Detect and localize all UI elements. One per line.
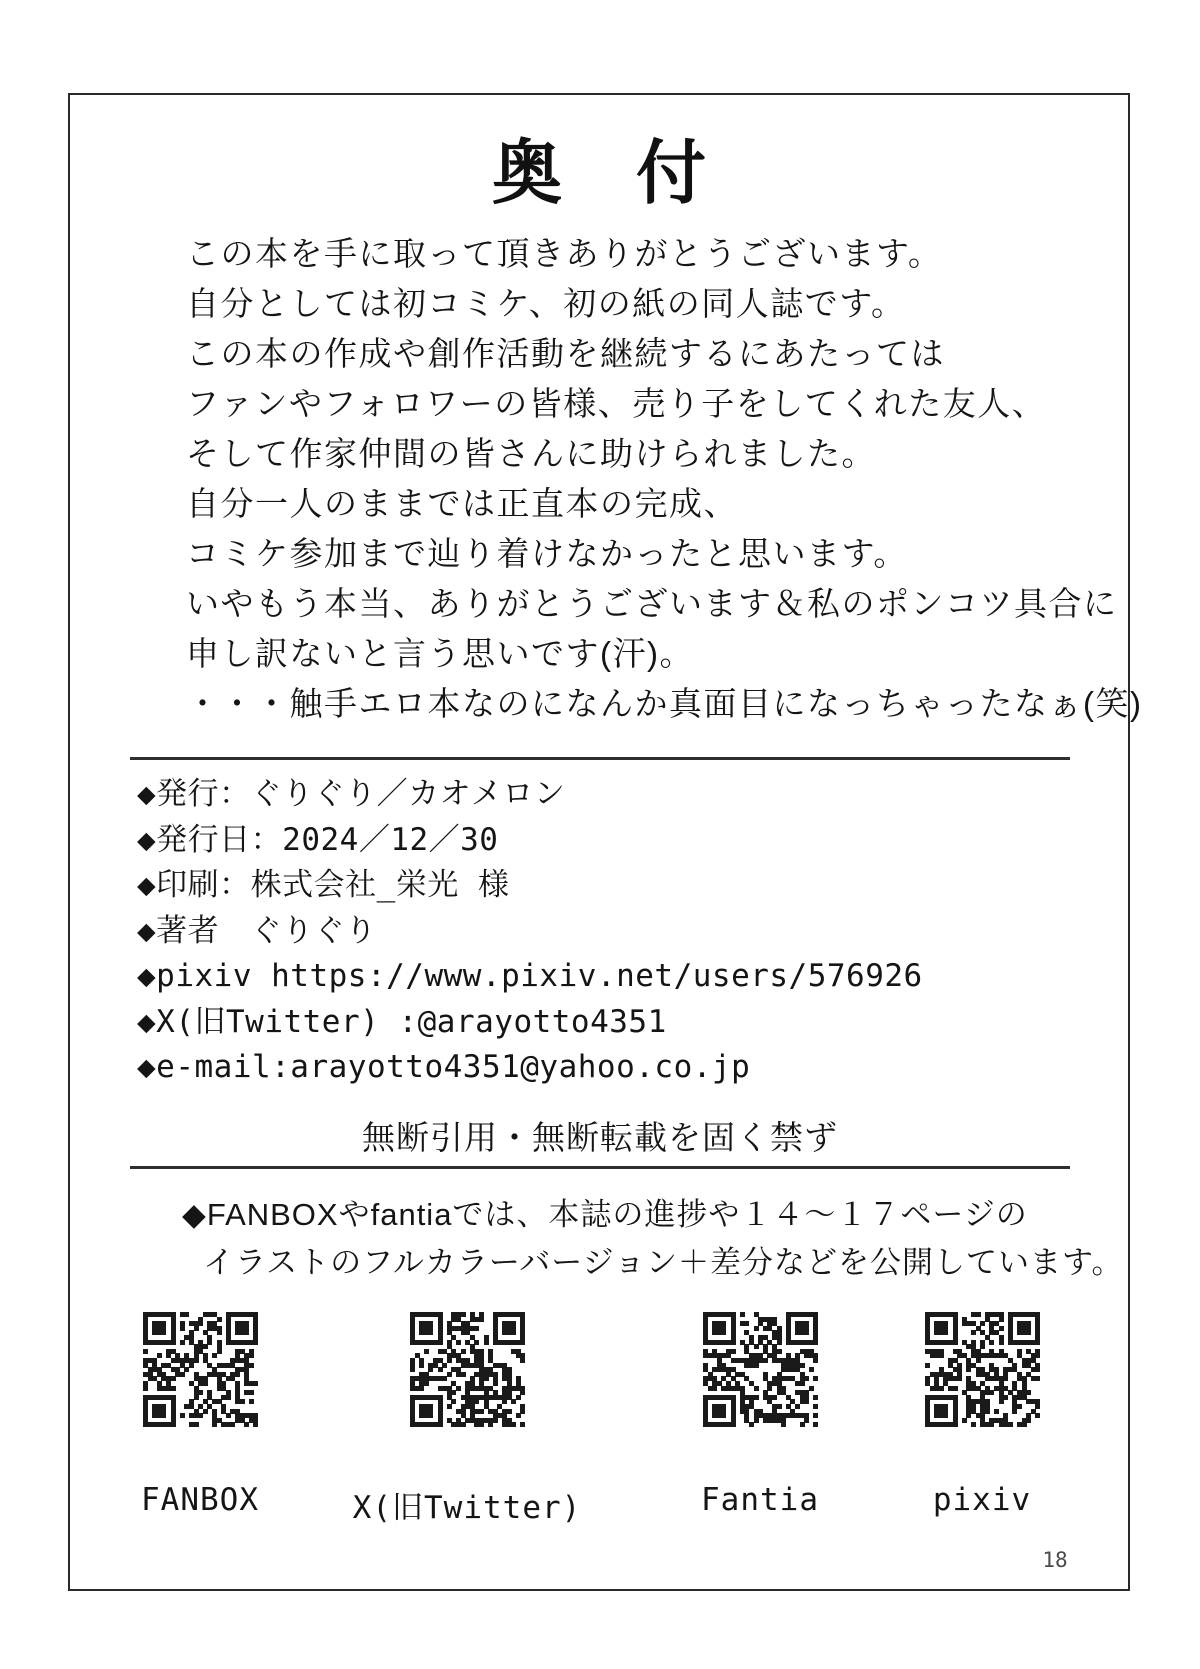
qr-label-x-twitter: X(旧Twitter)	[352, 1490, 582, 1526]
page-title: 奥 付	[492, 136, 708, 213]
colophon-list	[137, 772, 1077, 1091]
colophon-item-pixiv-url: ◆pixiv https://www.pixiv.net/users/576926	[137, 958, 923, 994]
thanks-line: 申し訳ないと言う思いです(汗)。	[186, 635, 694, 672]
qr-label-fantia: Fantia	[701, 1482, 819, 1518]
colophon-item-publish-date: ◆発行日：2024／12／30	[137, 821, 499, 858]
qr-label-pixiv: pixiv	[932, 1482, 1032, 1518]
section-divider-top	[130, 757, 1070, 760]
page-number: 18	[1042, 1548, 1068, 1572]
qr-label-fanbox: FANBOX	[141, 1482, 259, 1518]
thanks-line: ・・・触手エロ本なのになんか真面目になっちゃったなぁ(笑)	[186, 685, 1143, 722]
colophon-item-author: ◆著者 ぐりぐり	[137, 912, 377, 949]
promo-line: イラストのフルカラーバージョン＋差分などを公開しています。	[203, 1245, 1124, 1280]
promo-line: ◆FANBOXやfantiaでは、本誌の進捗や１４～１７ページの	[182, 1197, 1028, 1232]
qr-item-x-twitter	[327, 1312, 607, 1527]
thanks-line: この本を手に取って頂きありがとうございます。	[186, 235, 943, 272]
thanks-line: 自分一人のままでは正直本の完成、	[186, 485, 738, 522]
qr-code-fantia	[703, 1312, 818, 1427]
qr-code-pixiv	[925, 1312, 1040, 1427]
thanks-line: いやもう本当、ありがとうございます＆私のポンコツ具合に	[186, 585, 1118, 622]
thanks-line: コミケ参加まで辿り着けなかったと思います。	[186, 535, 908, 572]
colophon-item-x-twitter-handle: ◆X(旧Twitter) :@arayotto4351	[137, 1003, 667, 1040]
colophon-item-printer: ◆印刷：株式会社_栄光 様	[137, 867, 510, 903]
thanks-line: 自分としては初コミケ、初の紙の同人誌です。	[186, 285, 906, 322]
thanks-line: この本の作成や創作活動を継続するにあたっては	[186, 335, 945, 372]
colophon-item-email: ◆e-mail:arayotto4351@yahoo.co.jp	[137, 1049, 751, 1085]
qr-item-pixiv	[842, 1312, 1122, 1518]
qr-code-fanbox	[143, 1312, 258, 1427]
qr-code-x-twitter	[410, 1312, 525, 1427]
qr-item-fanbox	[60, 1312, 340, 1518]
section-divider-bottom	[130, 1166, 1070, 1169]
thanks-paragraph	[186, 229, 1143, 729]
colophon-item-publisher: ◆発行：ぐりぐり／カオメロン	[137, 776, 566, 812]
thanks-line: ファンやフォロワーの皆様、売り子をしてくれた友人、	[186, 385, 1047, 422]
reprint-prohibition-notice: 無断引用・無断転載を固く禁ず	[362, 1119, 838, 1156]
thanks-line: そして作家仲間の皆さんに助けられました。	[186, 435, 876, 472]
